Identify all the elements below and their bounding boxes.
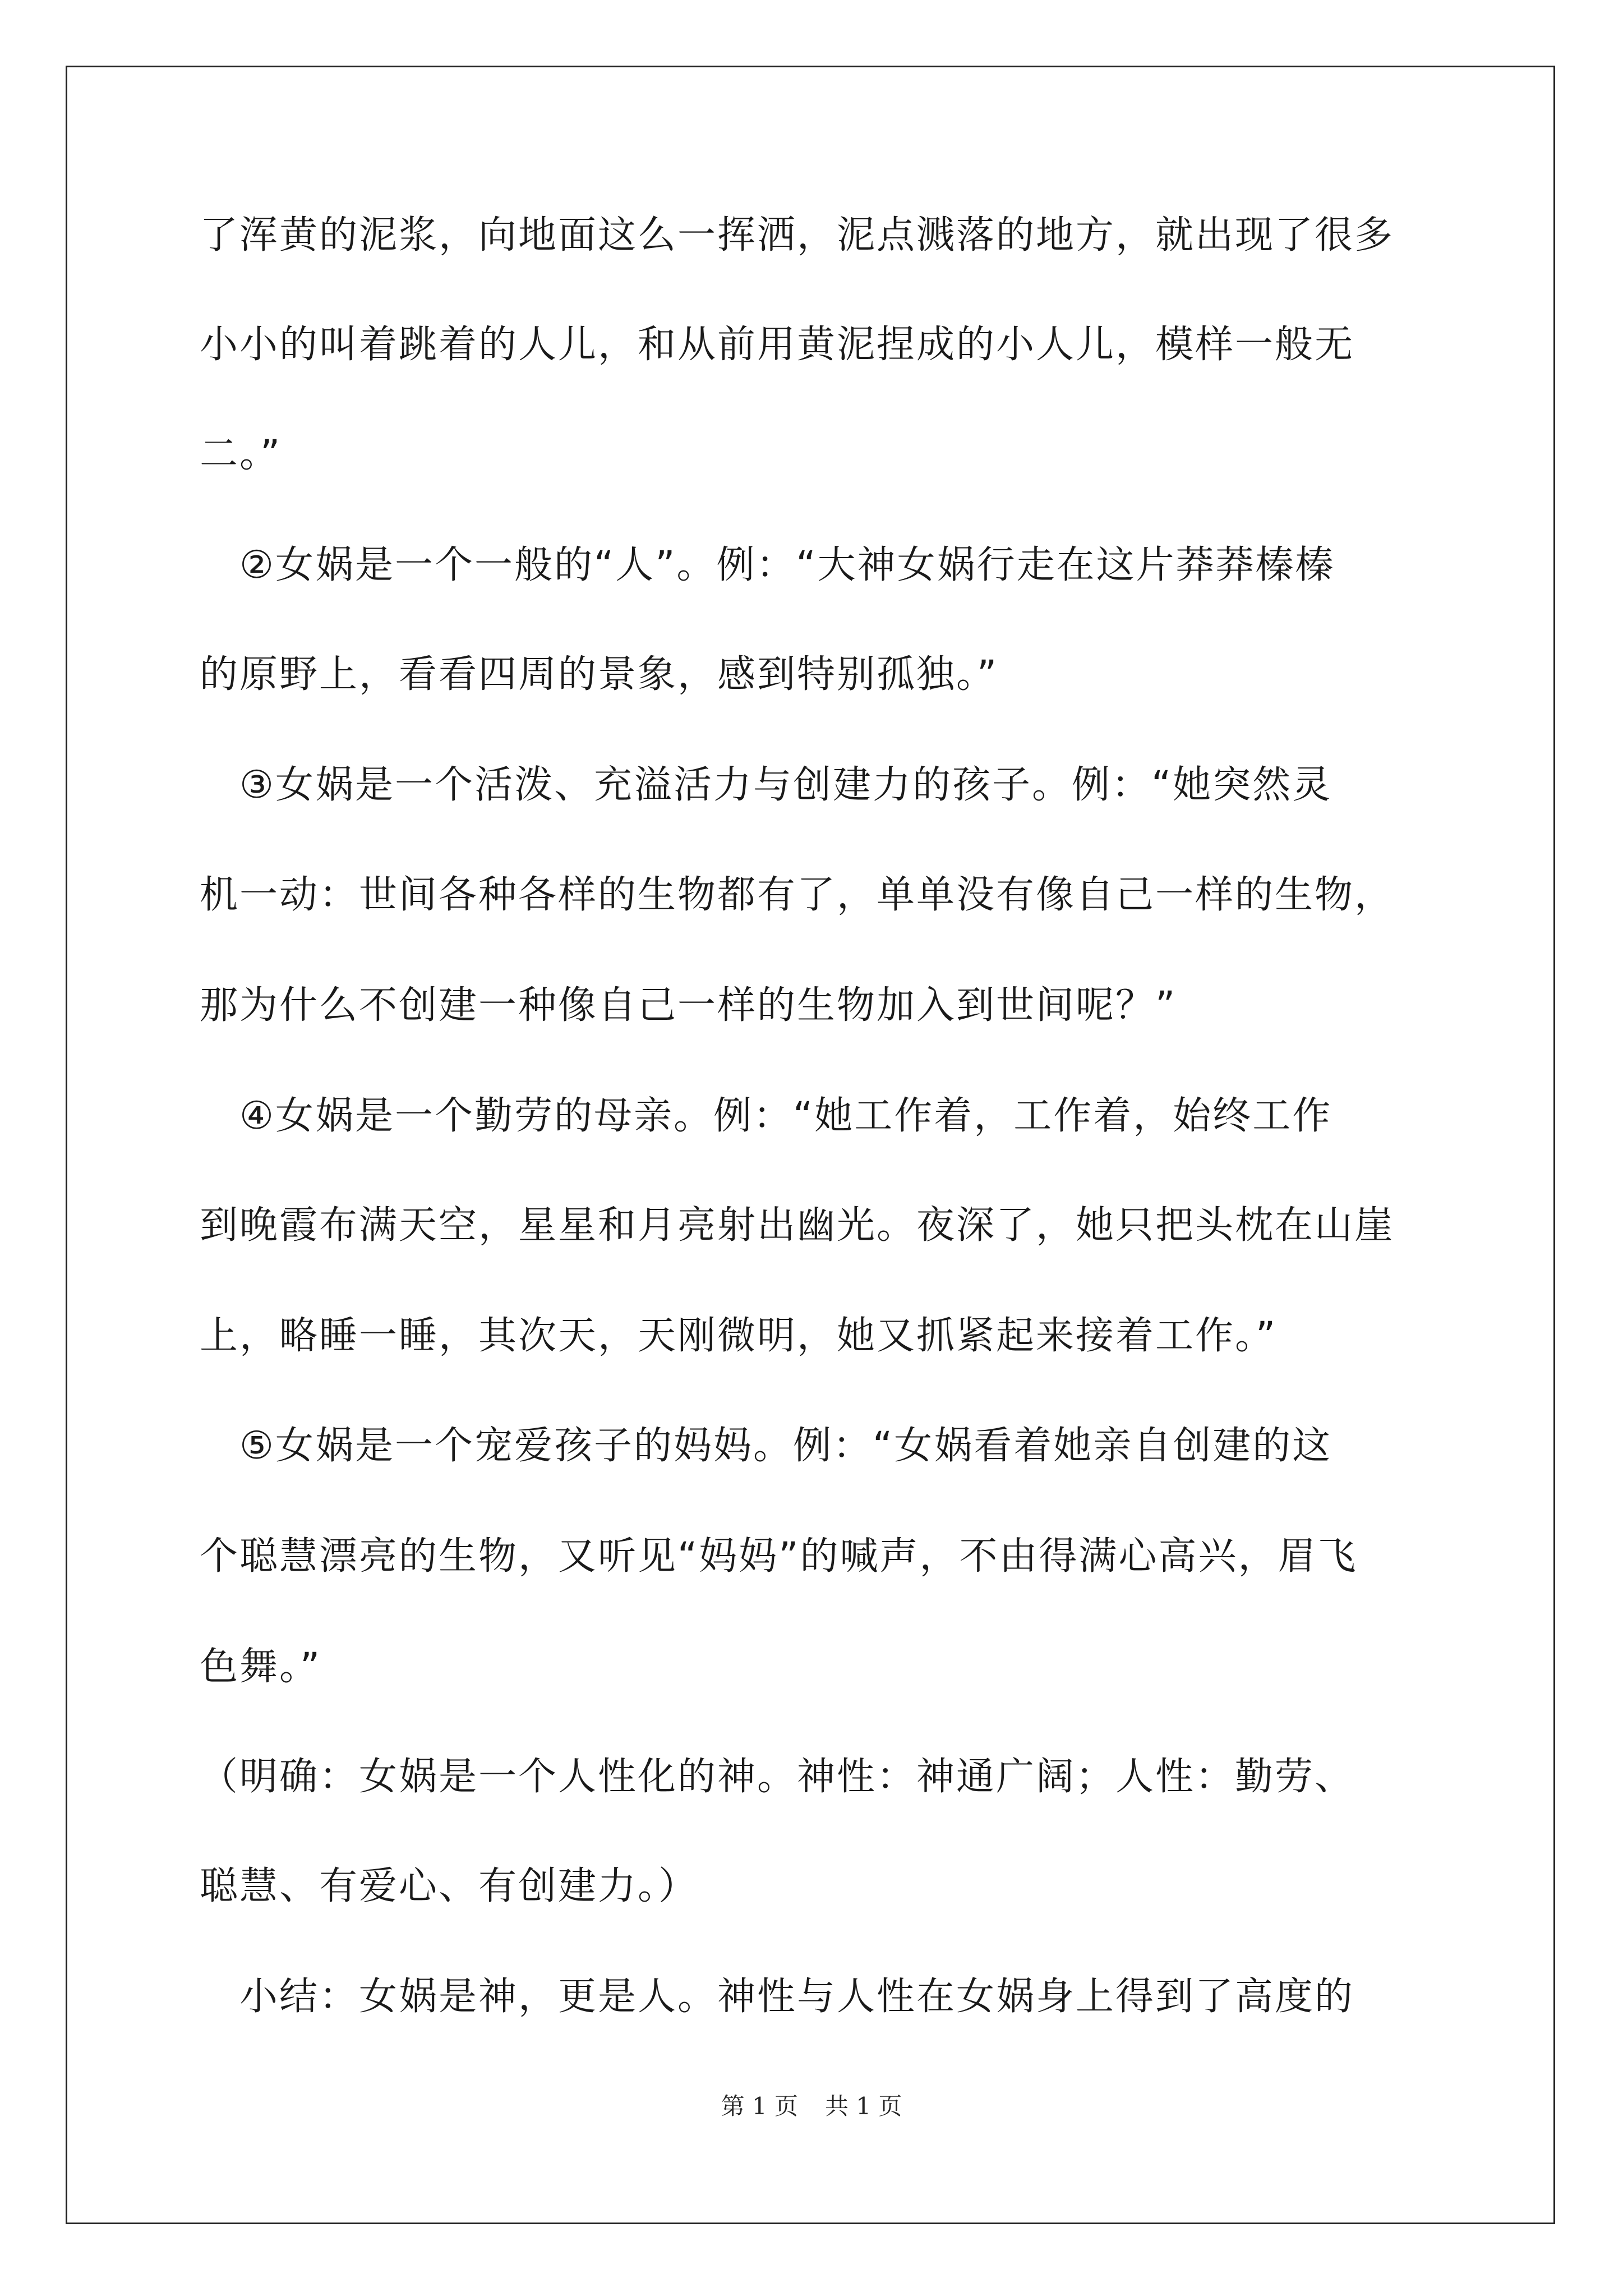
text-line: ④女娲是一个勤劳的母亲。例：“她工作着，工作着，始终工作 bbox=[200, 1094, 1332, 1138]
text-line: 二。” bbox=[200, 432, 282, 476]
page-total: 共 1 页 bbox=[825, 2092, 902, 2120]
text-line: 的原野上，看看四周的景象，感到特别孤独。” bbox=[200, 652, 999, 697]
text-line: 到晚霞布满天空，星星和月亮射出幽光。夜深了，她只把头枕在山崖 bbox=[200, 1203, 1395, 1248]
text-line: ②女娲是一个一般的“人”。例：“大神女娲行走在这片莽莽榛榛 bbox=[200, 543, 1335, 587]
text-line: 聪慧、有爱心、有创建力。） bbox=[200, 1864, 699, 1908]
text-line: 小小的叫着跳着的人儿，和从前用黄泥捏成的小人儿，模样一般无 bbox=[200, 323, 1355, 367]
text-line: （明确：女娲是一个人性化的神。神性：神通广阔；人性：勤劳、 bbox=[200, 1755, 1355, 1799]
text-line: ⑤女娲是一个宠爱孩子的妈妈。例：“女娲看着她亲自创建的这 bbox=[200, 1424, 1332, 1468]
text-line: 了浑黄的泥浆，向地面这么一挥洒，泥点溅落的地方，就出现了很多 bbox=[200, 213, 1395, 257]
text-line: 小结：女娲是神，更是人。神性与人性在女娲身上得到了高度的 bbox=[200, 1975, 1355, 2019]
page-footer bbox=[0, 2090, 1623, 2123]
page-number: 第 1 页 bbox=[721, 2092, 798, 2120]
text-line: 那为什么不创建一种像自己一样的生物加入到世间呢？” bbox=[200, 983, 1177, 1028]
text-line: 个聪慧漂亮的生物，又听见“妈妈”的喊声，不由得满心高兴，眉飞 bbox=[200, 1534, 1358, 1579]
text-line: ③女娲是一个活泼、充溢活力与创建力的孩子。例：“她突然灵 bbox=[200, 763, 1332, 807]
text-line: 机一动：世间各种各样的生物都有了，单单没有像自己一样的生物， bbox=[200, 873, 1395, 917]
text-line: 色舞。” bbox=[200, 1645, 322, 1689]
text-line: 上，略睡一睡，其次天，天刚微明，她又抓紧起来接着工作。” bbox=[200, 1314, 1278, 1358]
